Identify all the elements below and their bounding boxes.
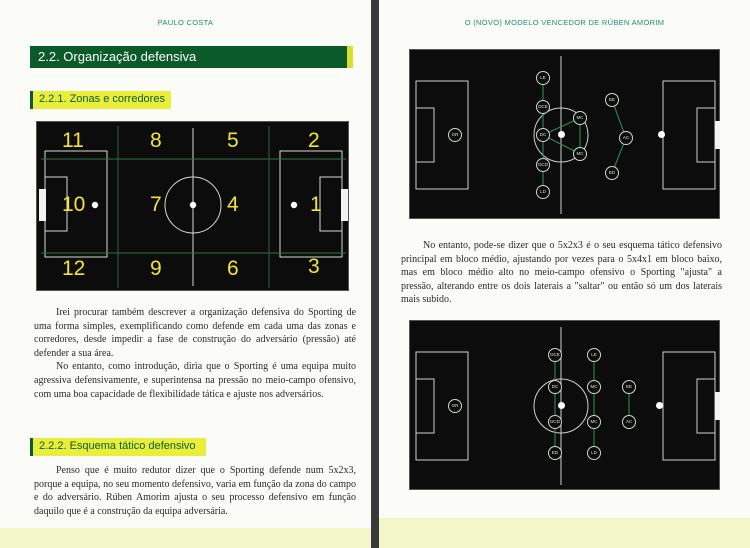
book-gutter: [371, 0, 379, 548]
player-marker: LE: [536, 71, 550, 85]
zone-number: 3: [308, 255, 320, 278]
zone-number: 2: [308, 129, 320, 152]
zone-number: 4: [227, 193, 239, 216]
zone-number: 10: [62, 193, 86, 216]
player-marker: GR: [448, 399, 462, 413]
zone-number: 11: [62, 129, 84, 152]
paragraph: Penso que é muito redutor dizer que o Sporting defende num 5x2x3, porque a equipa, no seu momento defensivo, varia em função da zona do campo e do adversário. Rúben Amorim ajusta o seu processo defensivo em função daquilo que é a construção da equipa adversária.: [34, 465, 356, 517]
zone-number: 12: [62, 257, 86, 280]
paragraph: No entanto, como introdução, diria que o Sporting é uma equipa muito agressiva defensivamente, e superintensa na pressão no meio-campo ofensivo, com uma boa capacidade de flexibilidade tática e ajuste nos adversários.: [34, 361, 356, 400]
page-footer-band: [0, 528, 371, 548]
zone-number: 9: [150, 257, 162, 280]
player-marker: AC: [622, 415, 636, 429]
zones-field-diagram: [36, 121, 349, 291]
player-marker: ED: [548, 446, 562, 460]
player-marker: LD: [587, 446, 601, 460]
formation-diagram-2: [409, 320, 720, 490]
section-title: [30, 46, 353, 68]
paragraph: No entanto, pode-se dizer que o 5x2x3 é o seu esquema tático defensivo principal em bloco médio, ajustando por vezes para o 5x4x1 em bloco baixo, mas em bloco médio alto no meio-campo ofensivo o Sporting "ajusta" a pressão, alterando entre os dois laterais a "saltar" ou então só um dos laterais mais subido.: [401, 240, 722, 306]
subsection-title-scheme: [30, 438, 206, 456]
player-marker: EE: [622, 380, 636, 394]
player-marker: MC: [587, 380, 601, 394]
player-marker: LE: [587, 348, 601, 362]
player-marker: MC: [573, 111, 587, 125]
zone-number: 6: [227, 257, 239, 280]
body-text: [401, 239, 722, 307]
player-marker: DCE: [536, 100, 550, 114]
ball-icon: [558, 402, 565, 409]
player-marker: DCE: [548, 348, 562, 362]
running-head: O (NOVO) MODELO VENCEDOR DE RÚBEN AMORIM: [464, 18, 665, 27]
left-page: [0, 0, 371, 548]
zone-number: 8: [150, 129, 162, 152]
ball-icon: [658, 131, 665, 138]
section-title-text: 2.2. Organização defensiva: [38, 49, 197, 64]
player-marker: EE: [605, 93, 619, 107]
page-footer-band: [379, 518, 750, 548]
zone-number: 5: [227, 129, 239, 152]
zone-number: 1: [310, 193, 322, 216]
zone-number: 7: [150, 193, 162, 216]
player-marker: ED: [605, 166, 619, 180]
body-text: [34, 306, 356, 401]
formation-diagram-1: [409, 49, 720, 219]
running-head: PAULO COSTA: [157, 18, 214, 27]
ball-icon: [656, 402, 663, 409]
player-marker: MC: [587, 415, 601, 429]
subsection-title-zones: [30, 91, 171, 109]
ball-icon: [558, 131, 565, 138]
player-marker: DC: [548, 380, 562, 394]
player-marker: DC: [536, 128, 550, 142]
body-text: [34, 464, 356, 518]
right-page: [379, 0, 750, 548]
player-marker: AC: [619, 131, 633, 145]
paragraph: Irei procurar também descrever a organização defensiva do Sporting de uma forma simples, exemplificando como defende em cada uma das zonas e corredores, desde impedir a fase de construção do adversário (pressão) até defender a sua área.: [34, 307, 356, 359]
subsection-title-text: 2.2.2. Esquema tático defensivo: [39, 440, 196, 452]
player-marker: GR: [448, 128, 462, 142]
player-marker: MC: [573, 147, 587, 161]
player-marker: LD: [536, 185, 550, 199]
player-marker: DCD: [548, 415, 562, 429]
subsection-title-text: 2.2.1. Zonas e corredores: [39, 93, 165, 105]
player-marker: DCD: [536, 158, 550, 172]
